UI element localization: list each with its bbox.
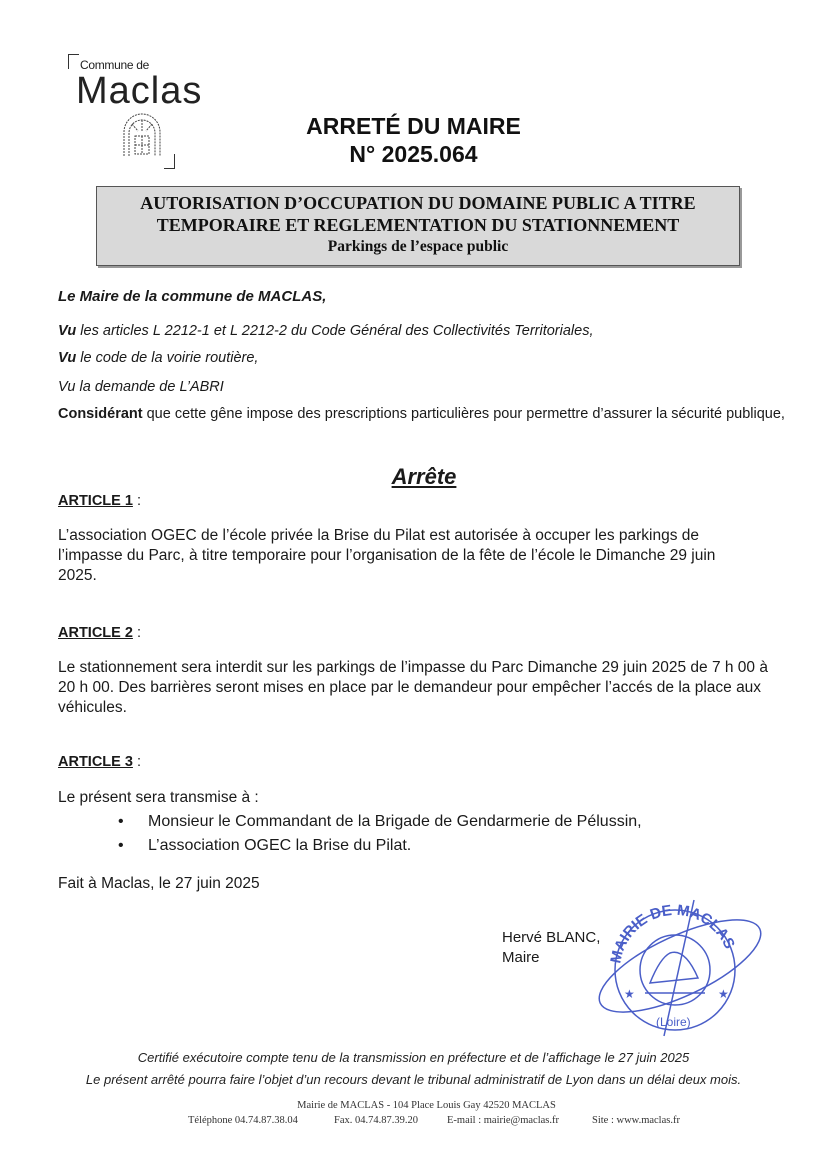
- subject-line-2: TEMPORAIRE ET REGLEMENTATION DU STATIONNEMENT: [156, 215, 680, 235]
- footer-email[interactable]: E-mail : mairie@maclas.fr: [447, 1115, 559, 1126]
- decision-heading: Arrête: [391, 464, 457, 489]
- subject-line-1: AUTORISATION D’OCCUPATION DU DOMAINE PUBLIC A TITRE: [140, 193, 696, 213]
- place-date: Fait à Maclas, le 27 juin 2025: [58, 875, 260, 892]
- recipients-list: [118, 810, 642, 858]
- signature-block: [502, 928, 600, 968]
- article-3-intro: Le présent sera transmise à :: [58, 789, 259, 806]
- subject-box: [96, 186, 740, 266]
- appeal-note: Le présent arrêté pourra faire l’objet d’un recours devant le tribunal administratif de Lyon dans un délai deux mois.: [85, 1072, 742, 1087]
- considerant-text: que cette gêne impose des prescriptions particulières pour permettre d’assurer la sécurité publique,: [142, 406, 785, 422]
- svg-text:MAIRIE DE MACLAS: MAIRIE DE MACLAS: [607, 901, 739, 965]
- mairie-stamp-icon: [590, 898, 770, 1038]
- certification-note: Certifié exécutoire compte tenu de la transmission en préfecture et de l’affichage le 27 juin 2025: [137, 1050, 690, 1065]
- article-1-text: L’association OGEC de l’école privée la Brise du Pilat est autorisée à occuper les parkings de l’impasse du Parc, à titre temporaire pour l’organisation de la fête de l’école le Dimanche 29 juin 2025.: [58, 527, 716, 584]
- article-1-heading: [58, 493, 141, 509]
- mayor-line: Le Maire de la commune de MACLAS,: [58, 288, 327, 305]
- article-1-suffix: :: [132, 493, 141, 509]
- footer-address: Mairie de MACLAS - 104 Place Louis Gay 42520 MACLAS: [297, 1100, 556, 1111]
- logo-commune-label: Commune de: [80, 58, 150, 72]
- article-3-heading: [58, 754, 141, 770]
- article-2-heading: [58, 625, 141, 641]
- article-1-label: ARTICLE 1: [58, 493, 133, 509]
- footer-phone: Téléphone 04.74.87.38.04: [188, 1115, 298, 1126]
- vu-voirie: [58, 348, 258, 369]
- svg-text:(Loire): (Loire): [656, 1015, 691, 1029]
- considerant: [58, 405, 791, 423]
- article-3-label: ARTICLE 3: [58, 754, 133, 770]
- footer-site[interactable]: Site : www.maclas.fr: [592, 1115, 680, 1126]
- considerant-label: Considérant: [58, 406, 143, 422]
- vu-voirie-text: le code de la voirie routière,: [76, 350, 259, 366]
- title-heading: ARRETÉ DU MAIRE: [306, 113, 521, 139]
- svg-text:★: ★: [718, 987, 729, 1001]
- footer-fax: Fax. 04.74.87.39.20: [334, 1115, 418, 1126]
- article-3-suffix: :: [132, 754, 141, 770]
- vu-articles: [58, 321, 593, 342]
- recipient-item: • L’association OGEC la Brise du Pilat.: [118, 834, 642, 858]
- vu-label: Vu: [58, 350, 77, 366]
- logo-corner-top-left: [68, 54, 79, 69]
- article-2-label: ARTICLE 2: [58, 625, 133, 641]
- logo-town-name: Maclas: [76, 70, 203, 112]
- vu-label: Vu: [58, 323, 77, 339]
- subject-line-3: Parkings de l’espace public: [327, 238, 509, 255]
- signatory-name: Hervé BLANC,: [502, 929, 601, 946]
- signatory-role: Maire: [502, 949, 540, 966]
- article-2-text: Le stationnement sera interdit sur les parkings de l’impasse du Parc Dimanche 29 juin 2025 de 7 h 00 à 20 h 00. Des barrières seront mises en place par le demandeur pour empêcher l’accés de la place aux véhicules.: [58, 659, 768, 716]
- arrete-number: N° 2025.064: [349, 141, 478, 167]
- recipient-item: • Monsieur le Commandant de la Brigade de Gendarmerie de Pélussin,: [118, 810, 642, 834]
- article-2-suffix: :: [132, 625, 141, 641]
- vu-articles-text: les articles L 2212-1 et L 2212-2 du Code Général des Collectivités Territoriales,: [76, 323, 594, 339]
- vu-demande: Vu la demande de L’ABRI: [58, 379, 224, 395]
- svg-text:★: ★: [624, 987, 635, 1001]
- document-title: [0, 112, 827, 168]
